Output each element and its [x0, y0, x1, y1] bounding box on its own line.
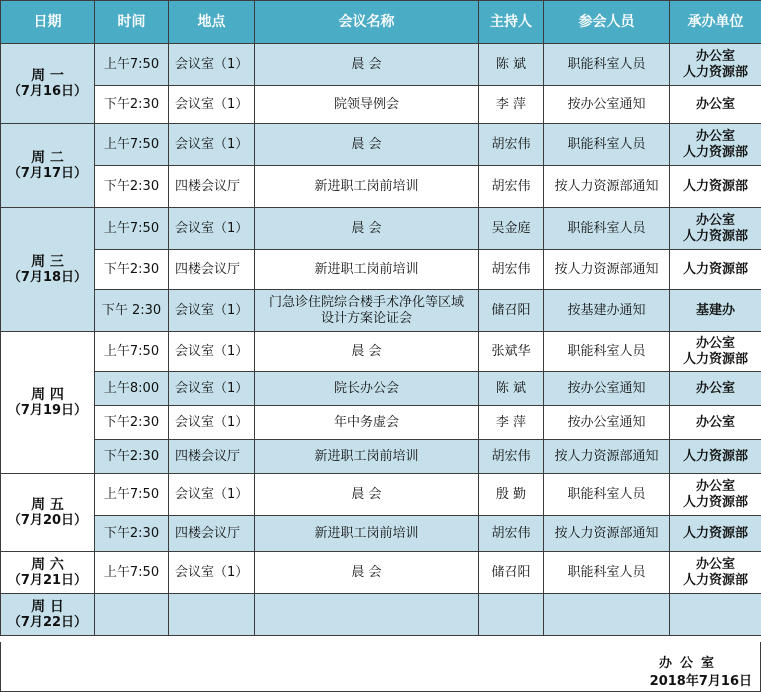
day-cell-sat	[1, 552, 95, 594]
attendees-cell: 按办公室通知	[544, 406, 670, 440]
host-cell: 胡宏伟	[479, 440, 544, 474]
table-row	[1, 440, 761, 474]
day-cell-tue	[1, 124, 95, 208]
header-attendees: 参会人员	[544, 1, 670, 44]
empty-cell	[479, 594, 544, 636]
place-cell: 四楼会议厅	[169, 516, 255, 552]
table-row	[1, 516, 761, 552]
host-cell: 吴金庭	[479, 208, 544, 250]
table-row	[1, 124, 761, 166]
attendees-cell: 按人力资源部通知	[544, 166, 670, 208]
time-cell: 下午2:30	[95, 516, 169, 552]
org-cell: 人力资源部	[670, 166, 761, 208]
time-cell: 下午2:30	[95, 406, 169, 440]
meeting-cell: 新进职工岗前培训	[255, 516, 479, 552]
table-row	[1, 250, 761, 290]
table-row	[1, 208, 761, 250]
time-cell: 上午8:00	[95, 372, 169, 406]
host-cell: 储召阳	[479, 290, 544, 332]
day-cell-mon	[1, 44, 95, 124]
host-cell: 李 萍	[479, 406, 544, 440]
day-name: 周 五	[31, 496, 64, 513]
host-cell: 储召阳	[479, 552, 544, 594]
day-cell-wed	[1, 208, 95, 332]
table-row	[1, 372, 761, 406]
org-cell: 办公室 人力资源部	[670, 552, 761, 594]
place-cell: 会议室（1）	[169, 372, 255, 406]
host-cell: 殷 勤	[479, 474, 544, 516]
place-cell: 四楼会议厅	[169, 440, 255, 474]
header-place: 地点	[169, 1, 255, 44]
day-date: （7月19日）	[7, 402, 88, 418]
day-date: （7月22日）	[7, 614, 88, 630]
meeting-cell: 年中务虚会	[255, 406, 479, 440]
attendees-cell: 职能科室人员	[544, 44, 670, 86]
day-date: （7月20日）	[7, 512, 88, 528]
attendees-cell: 职能科室人员	[544, 208, 670, 250]
time-cell: 上午7:50	[95, 552, 169, 594]
meeting-cell: 晨 会	[255, 332, 479, 372]
table-row	[1, 44, 761, 86]
time-cell: 上午7:50	[95, 124, 169, 166]
host-cell: 胡宏伟	[479, 124, 544, 166]
day-name: 周 日	[31, 598, 64, 615]
attendees-cell: 按人力资源部通知	[544, 250, 670, 290]
meeting-cell: 新进职工岗前培训	[255, 440, 479, 474]
host-cell: 胡宏伟	[479, 166, 544, 208]
table-row	[1, 290, 761, 332]
day-name: 周 二	[31, 149, 64, 166]
table-row	[1, 332, 761, 372]
place-cell: 会议室（1）	[169, 552, 255, 594]
place-cell: 会议室（1）	[169, 44, 255, 86]
place-cell: 四楼会议厅	[169, 166, 255, 208]
host-cell: 陈 斌	[479, 372, 544, 406]
meeting-cell: 院长办公会	[255, 372, 479, 406]
time-cell: 上午7:50	[95, 332, 169, 372]
host-cell: 陈 斌	[479, 44, 544, 86]
org-cell: 人力资源部	[670, 440, 761, 474]
day-name: 周 六	[31, 556, 64, 573]
empty-cell	[95, 594, 169, 636]
meeting-cell: 晨 会	[255, 208, 479, 250]
time-cell: 上午7:50	[95, 474, 169, 516]
org-cell: 办公室 人力资源部	[670, 474, 761, 516]
attendees-cell: 职能科室人员	[544, 552, 670, 594]
host-cell: 胡宏伟	[479, 250, 544, 290]
time-cell: 下午2:30	[95, 86, 169, 124]
host-cell: 张斌华	[479, 332, 544, 372]
day-cell-fri	[1, 474, 95, 552]
table-row	[1, 166, 761, 208]
org-cell: 人力资源部	[670, 250, 761, 290]
day-date: （7月17日）	[7, 165, 88, 181]
attendees-cell: 职能科室人员	[544, 124, 670, 166]
table-row	[1, 594, 761, 636]
time-cell: 下午2:30	[95, 440, 169, 474]
org-cell: 基建办	[670, 290, 761, 332]
day-cell-thu	[1, 332, 95, 474]
org-cell: 办公室	[670, 86, 761, 124]
host-cell: 李 萍	[479, 86, 544, 124]
day-cell-sun	[1, 594, 95, 636]
meeting-cell: 晨 会	[255, 124, 479, 166]
time-cell: 下午2:30	[95, 166, 169, 208]
header-row	[1, 1, 761, 44]
day-name: 周 一	[31, 67, 64, 84]
header-host: 主持人	[479, 1, 544, 44]
day-date: （7月18日）	[7, 269, 88, 285]
meeting-cell: 门急诊住院综合楼手术净化等区域 设计方案论证会	[255, 290, 479, 332]
place-cell: 会议室（1）	[169, 332, 255, 372]
time-cell: 上午7:50	[95, 44, 169, 86]
empty-cell	[544, 594, 670, 636]
place-cell: 会议室（1）	[169, 406, 255, 440]
place-cell: 会议室（1）	[169, 208, 255, 250]
attendees-cell: 按人力资源部通知	[544, 440, 670, 474]
attendees-cell: 职能科室人员	[544, 332, 670, 372]
attendees-cell: 按办公室通知	[544, 86, 670, 124]
header-time: 时间	[95, 1, 169, 44]
header-meeting: 会议名称	[255, 1, 479, 44]
footer	[0, 642, 761, 692]
day-name: 周 三	[31, 253, 64, 270]
meeting-cell: 院领导例会	[255, 86, 479, 124]
attendees-cell: 按办公室通知	[544, 372, 670, 406]
table-row	[1, 86, 761, 124]
place-cell: 会议室（1）	[169, 86, 255, 124]
org-cell: 办公室 人力资源部	[670, 332, 761, 372]
attendees-cell: 职能科室人员	[544, 474, 670, 516]
org-cell: 办公室	[670, 406, 761, 440]
org-cell: 办公室 人力资源部	[670, 124, 761, 166]
time-cell: 上午7:50	[95, 208, 169, 250]
org-cell: 办公室 人力资源部	[670, 208, 761, 250]
day-date: （7月21日）	[7, 572, 88, 588]
place-cell: 会议室（1）	[169, 290, 255, 332]
org-cell: 办公室 人力资源部	[670, 44, 761, 86]
place-cell: 四楼会议厅	[169, 250, 255, 290]
footer-org: 办公室	[658, 656, 722, 671]
attendees-cell: 按人力资源部通知	[544, 516, 670, 552]
place-cell: 会议室（1）	[169, 124, 255, 166]
attendees-cell: 按基建办通知	[544, 290, 670, 332]
day-date: （7月16日）	[7, 83, 88, 99]
table-row	[1, 552, 761, 594]
org-cell: 人力资源部	[670, 516, 761, 552]
table-row	[1, 474, 761, 516]
empty-cell	[255, 594, 479, 636]
time-cell: 下午2:30	[95, 250, 169, 290]
empty-cell	[670, 594, 761, 636]
meeting-cell: 新进职工岗前培训	[255, 250, 479, 290]
empty-cell	[169, 594, 255, 636]
org-cell: 办公室	[670, 372, 761, 406]
meeting-cell: 晨 会	[255, 552, 479, 594]
meeting-cell: 晨 会	[255, 474, 479, 516]
header-org: 承办单位	[670, 1, 761, 44]
table-row	[1, 406, 761, 440]
place-cell: 会议室（1）	[169, 474, 255, 516]
header-date: 日期	[1, 1, 95, 44]
day-name: 周 四	[31, 386, 64, 403]
footer-date: 2018年7月16日	[649, 674, 752, 689]
meeting-cell: 新进职工岗前培训	[255, 166, 479, 208]
meeting-cell: 晨 会	[255, 44, 479, 86]
time-cell: 下午 2:30	[95, 290, 169, 332]
host-cell: 胡宏伟	[479, 516, 544, 552]
